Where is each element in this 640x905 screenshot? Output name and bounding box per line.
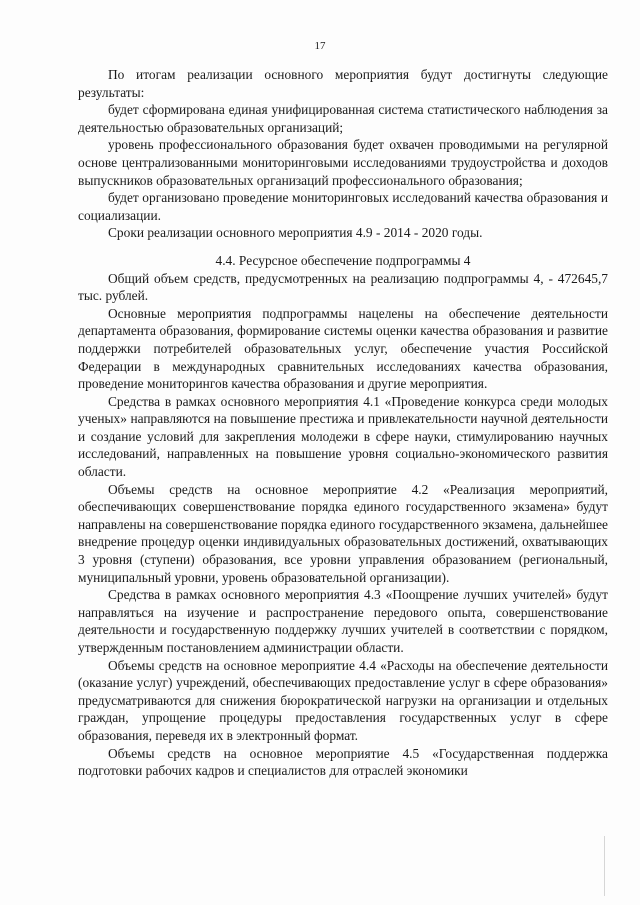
paragraph-professional-monitoring: уровень профессионального образования будет охвачен проводимыми на регулярной основе централизованными мониторинговыми исследованиями трудоустройства и доходов выпускников образовательных организаций профессионального образования;: [78, 137, 608, 188]
document-body: [78, 66, 608, 780]
paragraph-quality-monitoring: будет организовано проведение мониторинговых исследований качества образования и социализации.: [78, 190, 608, 223]
section-heading: 4.4. Ресурсное обеспечение подпрограммы 4: [215, 252, 471, 268]
paragraph-total-funding: Общий объем средств, предусмотренных на реализацию подпрограммы 4, - 472645,7 тыс. рублей.: [78, 270, 608, 304]
page-number: 17: [314, 40, 326, 52]
paragraph-activity-4-3: Средства в рамках основного мероприятия 4.3 «Поощрение лучших учителей» будут направляться на изучение и распространение передового опыта, совершенствование деятельности и государственную поддержку лучших учителей в соответствии с порядком, утвержденным постановлением администрации области.: [78, 587, 608, 655]
paragraph-results-intro: По итогам реализации основного мероприятия будут достигнуты следующие результаты:: [78, 67, 608, 100]
paragraph-unified-statistics: будет сформирована единая унифицированная система статистического наблюдения за деятельностью образовательных организаций;: [78, 102, 608, 135]
paragraph-activity-4-2: Объемы средств на основное мероприятие 4.2 «Реализация мероприятий, обеспечивающих совершенствование порядка единого государственного экзамена» будут направлены на совершенствование порядка единого государственного экзамена, дальнейшее внедрение процедур оценки индивидуальных образовательных достижений, охватывающих 3 уровня (ступени) образования, все уровни управления образованием (региональный, муниципальный уровни, уровень образовательной организации).: [78, 481, 608, 585]
paragraph-main-activities: Основные мероприятия подпрограммы нацелены на обеспечение деятельности департамента образования, формирование системы оценки качества образования и развитие поддержки потребителей образовательных услуг, обеспечение участия Российской Федерации в международных сравнительных исследованиях качества образования, проведение мониторингов качества образования и другие мероприятия.: [78, 305, 608, 392]
paragraph-activity-4-4: Объемы средств на основное мероприятие 4.4 «Расходы на обеспечение деятельности (оказание услуг) учреждений, обеспечивающих предоставление услуг в сфере образования» предусматриваются для снижения бюрократической нагрузки на организации и отдельных граждан, упрощение процедуры предоставления государственных услуг в сфере образования, переведя их в электронный формат.: [78, 657, 608, 743]
scan-artifact-line: [604, 836, 605, 896]
paragraph-implementation-period: Сроки реализации основного мероприятия 4.9 - 2014 - 2020 годы.: [108, 225, 483, 241]
paragraph-activity-4-5: Объемы средств на основное мероприятие 4.5 «Государственная поддержка подготовки рабочих кадров и специалистов для отраслей экономики: [78, 745, 608, 779]
paragraph-activity-4-1: Средства в рамках основного мероприятия 4.1 «Проведение конкурса среди молодых ученых» направляются на повышение престижа и привлекательности научной деятельности и создание условий для закрепления молодежи в сфере науки, стимулированию научных исследований, направленных на повышение уровня социально-экономического развития области.: [78, 393, 608, 480]
